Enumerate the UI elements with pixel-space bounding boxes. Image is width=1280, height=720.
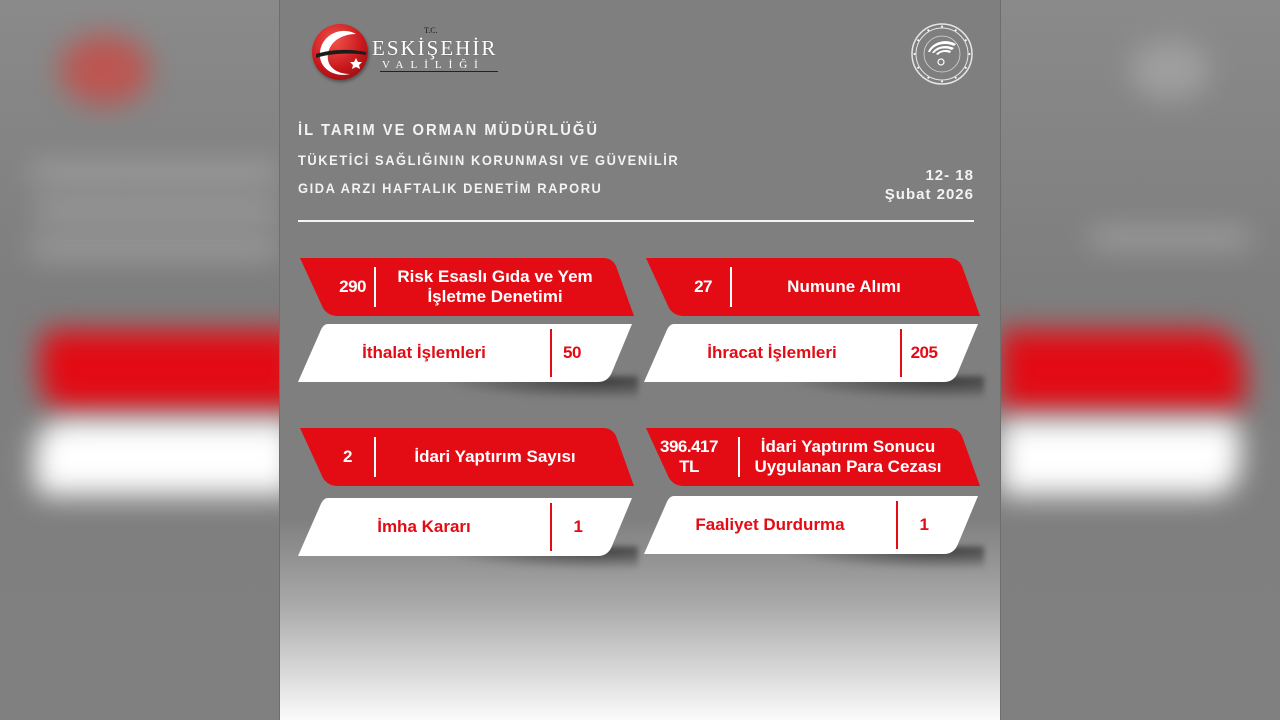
- eskisehir-valiligi-logo: [312, 22, 507, 84]
- white-row: [644, 324, 980, 382]
- globe-emblem-icon: [312, 24, 368, 80]
- stat-label: İmha Kararı: [377, 517, 471, 536]
- stat-card-risk-denetim: [298, 258, 634, 388]
- stat-card-para-cezasi: [644, 428, 980, 558]
- stat-label-line-1: İdari Yaptırım Sonucu: [760, 437, 936, 456]
- blurred-white-band: [1000, 420, 1240, 495]
- fine-amount: 396.417: [660, 437, 718, 456]
- stat-label: İthalat İşlemleri: [362, 343, 486, 362]
- blurred-red-band: [40, 330, 300, 410]
- stat-value: 50: [563, 343, 581, 362]
- report-date: [885, 166, 974, 204]
- red-row: [644, 258, 980, 316]
- logo-subtitle-text: VALİLİĞİ: [382, 59, 485, 71]
- stat-label: İhracat İşlemleri: [707, 343, 837, 362]
- stat-label-line-1: Risk Esaslı Gıda ve Yem: [397, 267, 593, 286]
- report-panel: [280, 0, 1000, 720]
- stat-value: 1: [919, 515, 929, 534]
- stat-label-line-1: Numune Alımı: [787, 277, 901, 296]
- date-month-year: Şubat 2026: [884, 186, 974, 203]
- logo-name-text: ESKİŞEHİR: [372, 36, 498, 60]
- blurred-logo-left: [60, 35, 150, 105]
- blurred-red-band: [1000, 330, 1245, 410]
- stat-value: 2: [343, 447, 352, 466]
- blurred-logo-right: [1130, 40, 1210, 100]
- fine-currency: TL: [679, 457, 699, 476]
- white-row: [298, 498, 634, 556]
- white-row: [298, 324, 634, 382]
- title-line-1: İL TARIM VE ORMAN MÜDÜRLÜĞÜ: [298, 122, 600, 139]
- red-row: [298, 428, 634, 486]
- red-row: [298, 258, 634, 316]
- blurred-text: [35, 203, 280, 219]
- blurred-text: [30, 240, 280, 256]
- blurred-text: [1090, 230, 1250, 246]
- header-divider: [298, 220, 974, 222]
- white-row: [644, 496, 980, 554]
- stat-value: 27: [694, 277, 712, 296]
- stat-card-numune-alimi: [644, 258, 980, 388]
- stat-label-line-1: İdari Yaptırım Sayısı: [414, 447, 576, 466]
- stat-value: 205: [910, 343, 938, 362]
- blurred-text: [30, 165, 280, 181]
- stat-card-idari-yaptirim: [298, 428, 634, 558]
- report-title: [298, 122, 712, 202]
- date-range: 12- 18: [925, 167, 974, 184]
- title-line-3: GIDA ARZI HAFTALIK DENETİM RAPORU: [298, 180, 603, 196]
- logo-underline: [380, 71, 498, 72]
- logo-tc-text: T.C.: [424, 26, 438, 35]
- ministry-seal-icon: [910, 22, 974, 86]
- stat-label: Faaliyet Durdurma: [695, 515, 845, 534]
- stat-label-line-2: Uygulanan Para Cezası: [754, 457, 942, 476]
- red-row: [644, 428, 980, 486]
- stat-label-line-2: İşletme Denetimi: [427, 287, 563, 306]
- stat-value: 290: [339, 277, 366, 296]
- title-line-2: TÜKETİCİ SAĞLIĞININ KORUNMASI VE GÜVENİLİR: [298, 152, 680, 168]
- stat-value: 1: [573, 517, 583, 536]
- blurred-white-band: [35, 420, 295, 495]
